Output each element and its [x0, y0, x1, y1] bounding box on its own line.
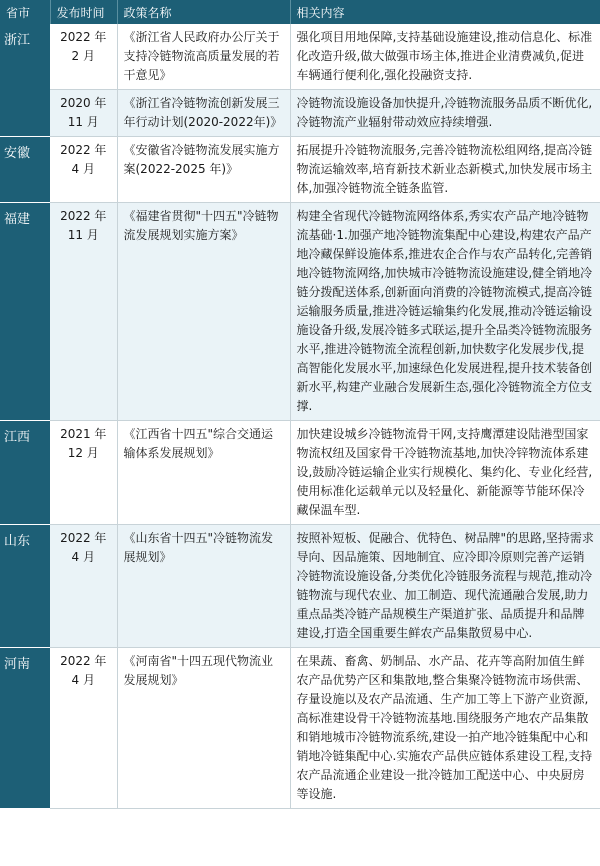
header-date: 发布时间 [50, 0, 117, 24]
policy-cell: 《浙江省冷链物流创新发展三年行动计划(2020-2022年)》 [117, 90, 290, 137]
date-cell: 2022 年 4 月 [50, 137, 117, 203]
province-cell: 河南 [0, 648, 50, 809]
table-row [0, 24, 600, 90]
date-cell: 2022 年 11 月 [50, 203, 117, 421]
policy-cell: 《浙江省人民政府办公厅关于支持冷链物流高质量发展的若干意见》 [117, 24, 290, 90]
province-cell: 安徽 [0, 137, 50, 203]
date-cell: 2021 年 12 月 [50, 421, 117, 525]
content-cell: 拓展提升冷链物流服务,完善冷链物流松组网络,提高冷链物流运输效率,培育新技术新业态新模式,加快发展市场主体,加强冷链物流全链条监管. [290, 137, 600, 203]
table-row [0, 525, 600, 648]
content-cell: 按照补短板、促融合、优特色、树品牌"的思路,坚持需求导向、因品施策、因地制宜、应冷即冷原则完善产运销冷链物流设施设备,分类优化冷链服务流程与规范,推动冷链物流与现代农业、加工制造、现代流通融合发展,助力重点品类冷链产品规模生产渠道扩张、品质提升和品牌建设,打造全国重要生鲜农产品集散贸易中心. [290, 525, 600, 648]
content-cell: 在果蔬、畜禽、奶制品、水产品、花卉等高附加值生鲜农产品优势产区和集散地,整合集聚冷链物流市场供需、存量设施以及农产品流通、生产加工等上下游产业资源,高标准建设骨干冷链物流基地.围绕服务产地农产品集散和销地城市冷链物流系统,建设一拍产地冷链集配中心和销地冷链集配中心.实施农产品供应链体系建设工程,支持农产品流通企业建设一批冷链加工配送中心、中央厨房等设施. [290, 648, 600, 809]
content-cell: 构建全省现代冷链物流网络体系,秀实农产品产地冷链物流基础·1.加强产地冷链物流集配中心建设,构建农产品产地冷藏保鲜设施体系,推进农企合作与农产品转化,完善销地冷链物流网络,加快城市冷链物流设施建设,健全销地冷链分拨配送体系,创新面向消费的冷链物流模式,提高冷链运输服务质量,推进冷链运输集约化发展,推动冷链运输设施设备升级,发展冷链多式联运,提升全品类冷链物流服务水平,推进冷链物流全流程创新,加快数字化发展步伐,提高智能化发展水平,加速绿色化发展进程,提升技术装备创新水平,构建产业融合发展新生态,强化冷链物流全方位支撑. [290, 203, 600, 421]
content-cell: 强化项目用地保障,支持基础设施建设,推动信息化、标准化改造升级,做大做强市场主体,推进企业清费减负,促进车辆通行便利化,强化投融资支持. [290, 24, 600, 90]
policy-cell: 《山东省十四五"冷链物流发展规划》 [117, 525, 290, 648]
content-cell: 加快建设城乡冷链物流骨干网,支持鹰潭建设陆港型国家物流权纽及国家骨干冷链物流基地,加快冷锌物流体系建设,鼓励冷链运输企业实行规模化、集约化、专业化经营,使用标准化运载单元以及轻量化、新能源等节能环保冷藏保温车型. [290, 421, 600, 525]
province-cell: 江西 [0, 421, 50, 525]
table-row [0, 648, 600, 809]
date-cell: 2022 年 4 月 [50, 525, 117, 648]
province-cell: 山东 [0, 525, 50, 648]
table-row [0, 421, 600, 525]
date-cell: 2022 年 4 月 [50, 648, 117, 809]
table-body [0, 24, 600, 809]
content-cell: 冷链物流设施设备加快提升,冷链物流服务品质不断优化,冷链物流产业辐射带动效应持续增强. [290, 90, 600, 137]
header-province: 省市 [0, 0, 50, 24]
table-row [0, 90, 600, 137]
policy-cell: 《安徽省冷链物流发展实施方案(2022-2025 年)》 [117, 137, 290, 203]
date-cell: 2022 年 2 月 [50, 24, 117, 90]
date-cell: 2020 年 11 月 [50, 90, 117, 137]
header-policy: 政策名称 [117, 0, 290, 24]
table-header [0, 0, 600, 24]
policy-cell: 《江西省十四五"综合交通运输体系发展规划》 [117, 421, 290, 525]
policy-cell: 《福建省贯彻"十四五"冷链物流发展规划实施方案》 [117, 203, 290, 421]
province-cell: 浙江 [0, 24, 50, 137]
province-cell: 福建 [0, 203, 50, 421]
table-row [0, 203, 600, 421]
header-content: 相关内容 [290, 0, 600, 24]
policy-cell: 《河南省"十四五现代物流业发展规划》 [117, 648, 290, 809]
table-row [0, 137, 600, 203]
